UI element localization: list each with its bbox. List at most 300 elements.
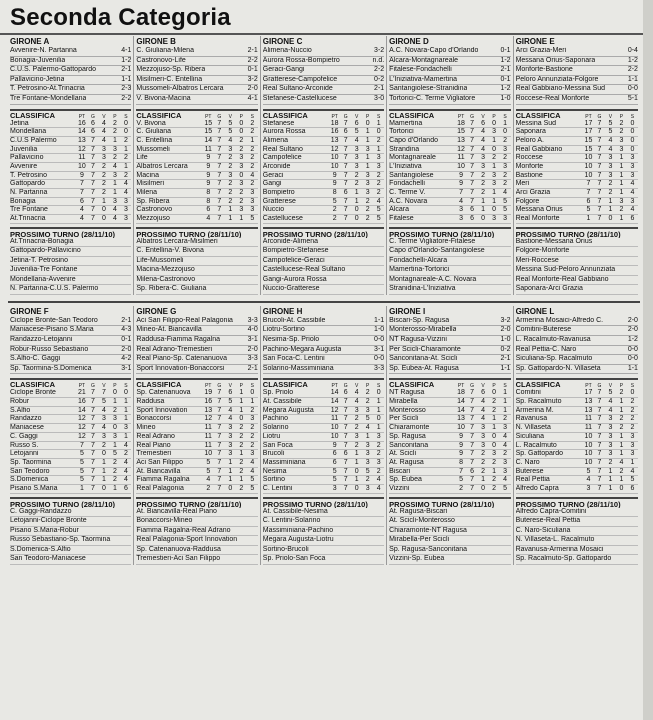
next-match: Milena-Castronovo [136, 276, 257, 286]
team-stat: 4 [228, 136, 233, 144]
team-stat: 5 [332, 476, 337, 484]
team-stat: 2 [459, 484, 464, 492]
team-stat: 7 [343, 180, 348, 188]
team-name: Pachino [262, 415, 289, 423]
team-stat: 2 [239, 197, 244, 205]
result-row [516, 95, 638, 105]
team-stat: 10 [330, 432, 339, 440]
team-stat: 0 [630, 389, 635, 397]
standings-col-label: G [90, 383, 95, 390]
standings-row [10, 415, 131, 424]
team-stat: 12 [204, 415, 213, 423]
result-row [10, 85, 131, 95]
section-divider [8, 301, 640, 303]
match-score: 0-0 [627, 345, 638, 353]
team-stat: 3 [354, 154, 359, 162]
match-name: Real Sultano-Arconide [262, 85, 333, 93]
match-name: Alimena-Nuccio [262, 47, 312, 54]
team-stat: 6 [206, 206, 211, 214]
standings-row [10, 398, 131, 407]
team-stat: 7 [217, 189, 222, 197]
group-column [514, 36, 640, 295]
team-stat: 0 [492, 145, 497, 153]
match-score: 1-1 [627, 75, 638, 83]
team-stat: 3 [365, 171, 370, 179]
match-score: 3-3 [374, 364, 385, 372]
team-stat: 0 [123, 119, 128, 127]
standings-row [516, 146, 638, 155]
team-stat: 2 [354, 415, 359, 423]
team-stat: 3 [365, 458, 370, 466]
team-stat: 1 [619, 154, 624, 162]
team-stat: 7 [597, 424, 602, 432]
team-stat: 1 [354, 476, 359, 484]
team-stat: 4 [481, 145, 486, 153]
standings-row [10, 137, 131, 146]
team-stat: 1 [503, 389, 508, 397]
next-match: At. Scicli-Monterosso [389, 517, 510, 527]
standings-col-label: V [228, 113, 232, 120]
team-stat: 4 [608, 145, 613, 153]
team-stat: 10 [457, 163, 465, 170]
team-stat: 2 [376, 467, 381, 475]
team-name: C. Entellina [136, 136, 173, 144]
standings-row [136, 128, 257, 137]
match-name: Brucoli-At. Cassibile [262, 316, 326, 324]
match-score: 2-1 [121, 316, 132, 324]
team-stat: 2 [481, 189, 486, 197]
team-stat: 1 [123, 406, 128, 414]
team-stat: 1 [112, 189, 117, 197]
result-row [389, 66, 510, 76]
team-name: Tremestieri [136, 450, 172, 458]
next-match: Sp. Catenanuova-Raddusa [136, 546, 257, 556]
team-name: Alfredo Capra [515, 484, 559, 492]
team-stat: 6 [343, 128, 348, 136]
team-stat: 2 [250, 154, 255, 162]
team-stat: 2 [206, 484, 211, 492]
next-match: Pisano S.Maria-Robur [10, 527, 131, 537]
standings-row [263, 163, 384, 172]
match-score: 3-3 [247, 355, 258, 363]
team-stat: 5 [250, 215, 255, 223]
team-stat: 3 [112, 415, 117, 423]
match-score: 1-0 [374, 326, 385, 334]
team-stat: 2 [239, 189, 244, 197]
result-row [10, 346, 131, 356]
group-name: GIRONE C [262, 37, 303, 46]
team-stat: 2 [481, 450, 486, 458]
match-name: Comitini-Buterese [515, 326, 572, 334]
team-stat: 2 [376, 441, 381, 449]
standings-col-label: P [619, 383, 624, 390]
standings-col-label: V [481, 383, 485, 390]
team-stat: 13 [204, 406, 213, 414]
team-stat: 3 [239, 154, 244, 162]
team-stat: 1 [239, 406, 244, 414]
team-stat: 1 [492, 467, 497, 475]
team-stat: 6 [343, 389, 348, 397]
team-name: Mezzojuso [136, 215, 170, 223]
team-stat: 2 [239, 458, 244, 466]
team-stat: 3 [608, 163, 613, 170]
next-round-title: PROSSIMO TURNO (28/11/10) [389, 227, 510, 238]
team-stat: 7 [597, 484, 602, 492]
team-stat: 14 [457, 406, 465, 414]
team-stat: 1 [481, 206, 486, 214]
team-stat: 9 [206, 163, 211, 170]
team-stat: 3 [354, 145, 359, 153]
next-match: Bonaccorsi-Mineo [136, 517, 257, 527]
standings-row [136, 206, 257, 215]
team-stat: 9 [206, 171, 211, 179]
standings-row [136, 398, 257, 407]
team-stat: 4 [586, 476, 591, 484]
team-stat: 0 [376, 128, 381, 136]
results-list [263, 317, 384, 375]
team-stat: 7 [343, 467, 348, 475]
team-stat: 4 [459, 197, 464, 205]
team-stat: 7 [90, 406, 95, 414]
standings-row [263, 442, 384, 451]
standings-col-label: P [492, 113, 496, 120]
team-stat: 2 [250, 163, 255, 170]
team-stat: 0 [239, 171, 244, 179]
team-stat: 3 [481, 441, 486, 449]
match-name: Armerina Mosaici-Alfredo C. [515, 316, 604, 324]
match-score: 4-1 [121, 47, 132, 54]
team-stat: 7 [217, 398, 222, 406]
team-stat: 7 [470, 171, 475, 179]
match-name: NT Ragusa-Vizzini [389, 336, 447, 343]
team-stat: 7 [597, 197, 602, 205]
next-match: Albatros Lercara-Misilmeri [136, 238, 257, 248]
team-stat: 7 [586, 189, 591, 197]
match-score: 4-3 [121, 326, 132, 334]
team-stat: 1 [228, 467, 233, 475]
team-stat: 5 [79, 458, 84, 466]
result-row [263, 57, 384, 67]
team-name: Tortorici [389, 128, 414, 136]
team-stat: 1 [123, 145, 128, 153]
team-stat: 2 [492, 406, 497, 414]
team-stat: 1 [503, 119, 508, 127]
result-row [263, 336, 384, 346]
team-stat: 2 [101, 171, 106, 179]
standings-row [389, 442, 510, 451]
match-name: Sp. Gattopardo-N. Villaseta [515, 364, 601, 372]
standings-row [136, 189, 257, 198]
team-stat: 6 [343, 189, 348, 197]
team-stat: 16 [77, 119, 86, 127]
team-stat: 1 [376, 424, 381, 432]
standings-row [263, 389, 384, 398]
team-stat: 2 [492, 476, 497, 484]
standings-col-label: P [619, 113, 624, 120]
match-name: Sanconitana-At. Scicli [389, 355, 458, 363]
team-stat: 2 [481, 467, 486, 475]
team-stat: 5 [376, 206, 381, 214]
match-score: 0-0 [627, 85, 638, 93]
team-stat: 14 [77, 128, 86, 136]
team-stat: 2 [503, 136, 508, 144]
team-stat: 5 [503, 484, 508, 492]
team-name: C. Terme V. [389, 189, 426, 197]
standings-col-label: S [377, 383, 381, 390]
team-name: Sp. Gattopardo [515, 450, 564, 458]
standings-col-label: S [377, 113, 381, 120]
next-match: At.Trinacria-Bonagia [10, 238, 131, 248]
standings-row [10, 459, 131, 468]
match-score: 2-0 [121, 345, 132, 353]
team-stat: 1 [376, 406, 381, 414]
next-match: Buterese-Real Pettia [516, 517, 638, 527]
team-stat: 3 [503, 215, 508, 223]
team-stat: 2 [112, 154, 117, 162]
team-stat: 3 [228, 145, 233, 153]
team-stat: 7 [217, 154, 222, 162]
standings-col-label: V [481, 113, 485, 120]
team-stat: 1 [250, 398, 255, 406]
team-stat: 2 [376, 136, 381, 144]
team-stat: 5 [112, 450, 117, 458]
standings-col-label: PT [585, 113, 592, 120]
team-stat: 1 [112, 136, 117, 144]
team-name: Juvenilia [10, 145, 38, 153]
team-stat: 3 [630, 197, 635, 205]
next-match: Ravanusa-Armerina Mosaici [516, 546, 638, 556]
team-stat: 1 [630, 458, 635, 466]
team-stat: 2 [492, 154, 497, 162]
team-stat: 10 [330, 154, 339, 162]
team-name: Strandina [389, 145, 420, 153]
result-row [10, 95, 131, 105]
result-row [10, 47, 131, 57]
team-name: Meri [515, 180, 530, 188]
page-edge [643, 0, 653, 720]
standings-row [263, 215, 384, 224]
team-stat: 2 [123, 450, 128, 458]
team-stat: 2 [228, 189, 233, 197]
team-stat: 3 [332, 484, 337, 492]
team-stat: 3 [365, 484, 370, 492]
team-stat: 12 [77, 415, 86, 423]
standings-row [136, 137, 257, 146]
team-stat: 10 [584, 171, 593, 179]
team-name: San Teodoro [10, 467, 50, 475]
team-name: Capo d'Orlando [389, 136, 438, 144]
team-stat: 7 [343, 206, 348, 214]
team-name: Chiaramonte [389, 424, 430, 432]
team-stat: 2 [365, 398, 370, 406]
team-stat: 19 [204, 389, 213, 397]
team-name: C. Lentini [262, 484, 293, 492]
match-name: A.C. Novara-Capo d'Orlando [389, 47, 479, 54]
team-stat: 7 [470, 424, 475, 432]
team-stat: 1 [123, 432, 128, 440]
team-name: Sp. Ragusa [389, 432, 426, 440]
team-stat: 10 [584, 450, 593, 458]
team-stat: 17 [584, 389, 593, 397]
standings-col-label: G [90, 113, 95, 120]
next-match: Bastione-Messana Orius [516, 238, 638, 248]
team-stat: 2 [228, 163, 233, 170]
team-stat: 0 [101, 215, 106, 223]
next-match: Bompietro-Stefanese [263, 247, 384, 257]
match-name: Raddusa-Fiamma Ragalna [136, 336, 221, 343]
team-stat: 16 [330, 128, 339, 136]
next-round-list [516, 238, 638, 295]
team-stat: 1 [619, 171, 624, 179]
team-stat: 3 [376, 432, 381, 440]
standings-row [389, 485, 510, 494]
next-round-title: PROSSIMO TURNO (28/11/10) [263, 227, 384, 238]
result-row [263, 326, 384, 336]
team-stat: 7 [343, 406, 348, 414]
team-stat: 7 [597, 476, 602, 484]
group-column [8, 36, 134, 295]
team-stat: 4 [250, 467, 255, 475]
result-row [136, 95, 257, 105]
standings-row [516, 442, 638, 451]
team-stat: 2 [239, 441, 244, 449]
match-name: Arci Grazia-Meri [515, 47, 567, 54]
team-stat: 7 [597, 206, 602, 214]
standings-row [136, 198, 257, 207]
group-column [261, 306, 387, 565]
team-stat: 2 [376, 450, 381, 458]
team-stat: 3 [619, 136, 624, 144]
team-stat: 15 [584, 136, 593, 144]
team-stat: 2 [332, 206, 337, 214]
match-name: Biscari-Sp. Ragusa [389, 316, 450, 324]
result-row [389, 326, 510, 336]
standings-row [389, 120, 510, 129]
standings-table [263, 120, 384, 224]
team-stat: 0 [239, 119, 244, 127]
team-stat: 11 [78, 154, 86, 162]
team-name: Montagnareale [389, 154, 436, 162]
team-stat: 3 [503, 163, 508, 170]
team-stat: 7 [597, 458, 602, 466]
next-match: Life-Mussomeli [136, 257, 257, 267]
standings-row [136, 120, 257, 129]
team-stat: 7 [343, 432, 348, 440]
standings-row [263, 146, 384, 155]
match-name: Sp. Taormina-S.Domenica [10, 364, 92, 372]
team-name: Raddusa [136, 398, 165, 406]
team-stat: 2 [239, 484, 244, 492]
standings-header [389, 378, 510, 389]
match-score: 2-1 [121, 66, 132, 74]
team-stat: 10 [204, 450, 213, 458]
standings-col-label: P [113, 383, 117, 390]
team-stat: 1 [101, 458, 106, 466]
team-stat: 1 [619, 189, 624, 197]
team-stat: 10 [584, 432, 593, 440]
team-stat: 1 [619, 432, 624, 440]
team-stat: 7 [217, 119, 222, 127]
standings-col-label: V [102, 113, 106, 120]
team-stat: 1 [228, 476, 233, 484]
team-stat: 7 [217, 450, 222, 458]
next-match: Folgore-Monforte [516, 247, 638, 257]
match-score: 0-1 [500, 75, 511, 83]
team-stat: 3 [376, 458, 381, 466]
team-stat: 6 [90, 128, 95, 136]
result-row [516, 336, 638, 346]
team-stat: 6 [343, 450, 348, 458]
team-stat: 0 [112, 424, 117, 432]
team-name: Solarino [262, 424, 289, 432]
team-stat: 11 [331, 415, 339, 423]
standings-title: CLASSIFICA [10, 110, 55, 120]
team-name: L. Racalmuto [515, 441, 557, 449]
team-stat: 1 [586, 215, 591, 223]
standings-col-label: G [217, 383, 222, 390]
match-name: C.U.S. Palermo-Gattopardo [10, 66, 96, 74]
standings-col-label: PT [331, 383, 338, 390]
team-name: Roccese [515, 154, 543, 162]
team-stat: 3 [112, 171, 117, 179]
standings-row [136, 180, 257, 189]
next-match: Gangi-Aurora Rossa [263, 276, 384, 286]
team-stat: 4 [250, 171, 255, 179]
team-name: Tre Fontane [10, 206, 48, 214]
next-match: N. Partanna-C.U.S. Palermo [10, 285, 131, 295]
team-name: Megara Augusta [262, 406, 314, 414]
match-score: 2-3 [121, 85, 132, 93]
team-stat: 7 [90, 458, 95, 466]
team-stat: 7 [90, 476, 95, 484]
team-name: Folgore [515, 197, 540, 205]
team-stat: 2 [619, 389, 624, 397]
team-stat: 7 [470, 180, 475, 188]
team-stat: 14 [204, 136, 213, 144]
standings-col-label: PT [457, 383, 465, 390]
team-stat: 9 [332, 180, 337, 188]
team-stat: 1 [492, 136, 497, 144]
team-stat: 1 [365, 128, 370, 136]
team-stat: 2 [250, 128, 255, 136]
result-row [10, 317, 131, 327]
team-name: Fiamma Ragalna [136, 476, 190, 484]
standings-row [389, 389, 510, 398]
team-name: Buterese [515, 467, 544, 475]
team-stat: 7 [101, 389, 106, 397]
team-stat: 7 [343, 398, 348, 406]
team-stat: 7 [597, 128, 602, 136]
match-score: 2-2 [374, 66, 385, 74]
team-stat: 1 [503, 398, 508, 406]
standings-row [516, 424, 638, 433]
team-stat: 9 [459, 432, 464, 440]
team-stat: 6 [481, 119, 486, 127]
team-stat: 12 [77, 145, 86, 153]
standings-row [516, 206, 638, 215]
next-match: Messina Sud-Peloro Annunziata [516, 266, 638, 276]
standings-row [263, 189, 384, 198]
team-stat: 3 [365, 441, 370, 449]
match-score: 3-3 [247, 316, 258, 324]
group-column [387, 36, 513, 295]
team-stat: 0 [376, 389, 381, 397]
next-match: Megara Augusta-Liotru [263, 536, 384, 546]
match-score: 3-2 [247, 75, 258, 83]
match-name: Monterosso-Mirabella [389, 326, 457, 334]
match-name: Randazzo-Letojanni [10, 336, 73, 343]
team-stat: 13 [77, 136, 86, 144]
